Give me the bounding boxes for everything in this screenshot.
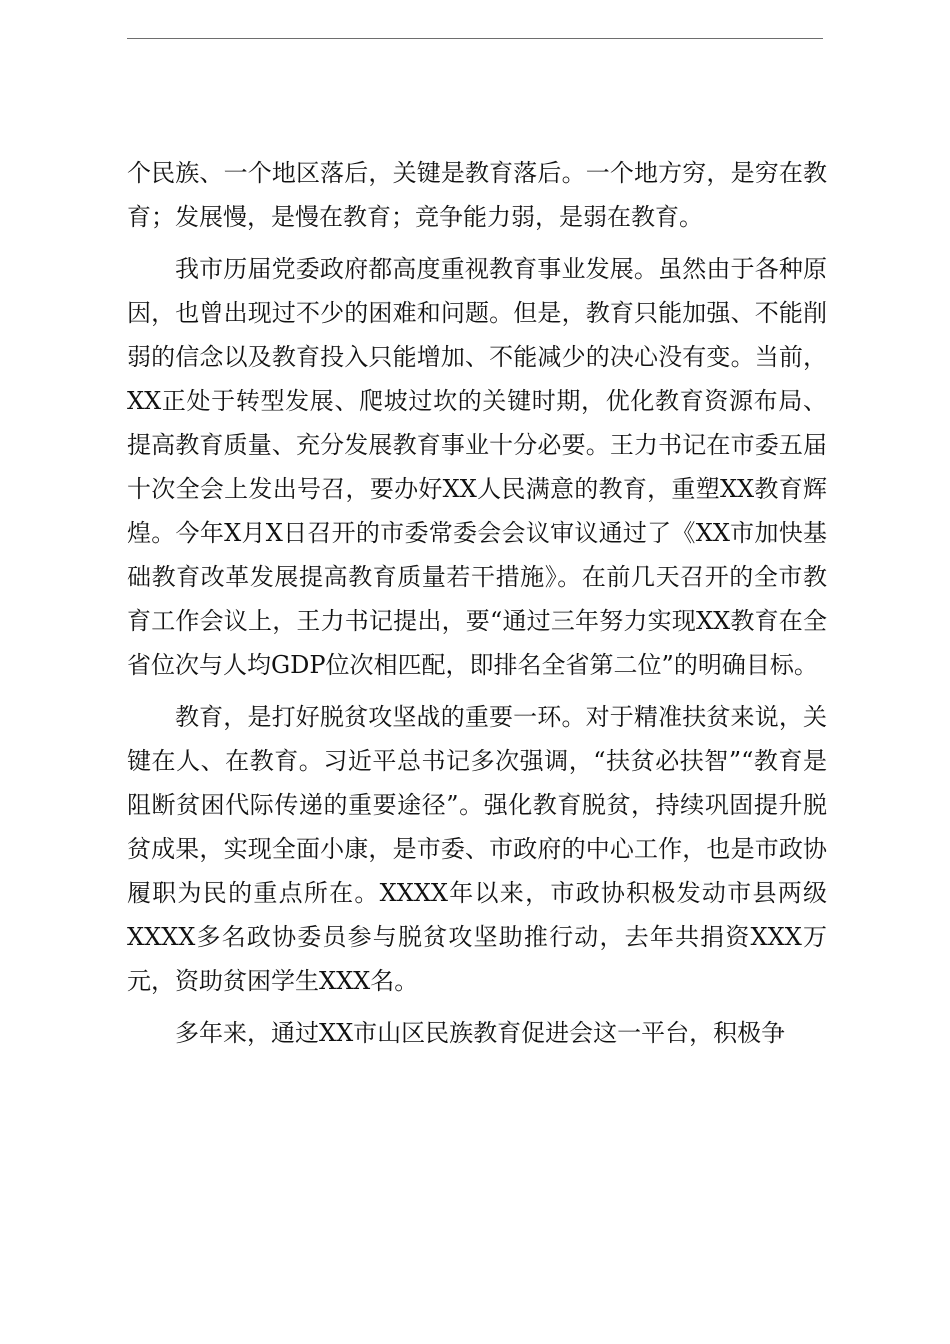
- header-rule: [127, 38, 823, 39]
- paragraph-continuation: 个民族、一个地区落后，关键是教育落后。一个地方穷，是穷在教育；发展慢，是慢在教育；竞争能力弱，是弱在教育。: [127, 159, 827, 231]
- paragraph-party-committee: 我市历届党委政府都高度重视教育事业发展。虽然由于各种原因，也曾出现过不少的困难和问题。但是，教育只能加强、不能削弱的信念以及教育投入只能增加、不能减少的决心没有变。当前，XX正处于转型发展、爬坡过坎的关键时期，优化教育资源布局、提高教育质量、充分发展教育事业十分必要。王力书记在市委五届十次全会上发出号召，要办好XX人民满意的教育，重塑XX教育辉煌。今年X月X日召开的市委常委会会议审议通过了《XX市加快基础教育改革发展提高教育质量若干措施》。在前几天召开的全市教育工作会议上，王力书记提出，要“通过三年努力实现XX教育在全省位次与人均GDP位次相匹配，即排名全省第二位”的明确目标。: [127, 255, 827, 679]
- paragraph-promotion-association: 多年来，通过XX市山区民族教育促进会这一平台，积极争: [175, 1019, 786, 1047]
- document-body: [127, 151, 827, 1063]
- paragraph-poverty-alleviation: 教育，是打好脱贫攻坚战的重要一环。对于精准扶贫来说，关键在人、在教育。习近平总书记多次强调，“扶贫必扶智”“教育是阻断贫困代际传递的重要途径”。强化教育脱贫，持续巩固提升脱贫成果，实现全面小康，是市委、市政府的中心工作，也是市政协履职为民的重点所在。XXXX年以来，市政协积极发动市县两级XXXX多名政协委员参与脱贫攻坚助推行动，去年共捐资XXX万元，资助贫困学生XXX名。: [127, 703, 827, 995]
